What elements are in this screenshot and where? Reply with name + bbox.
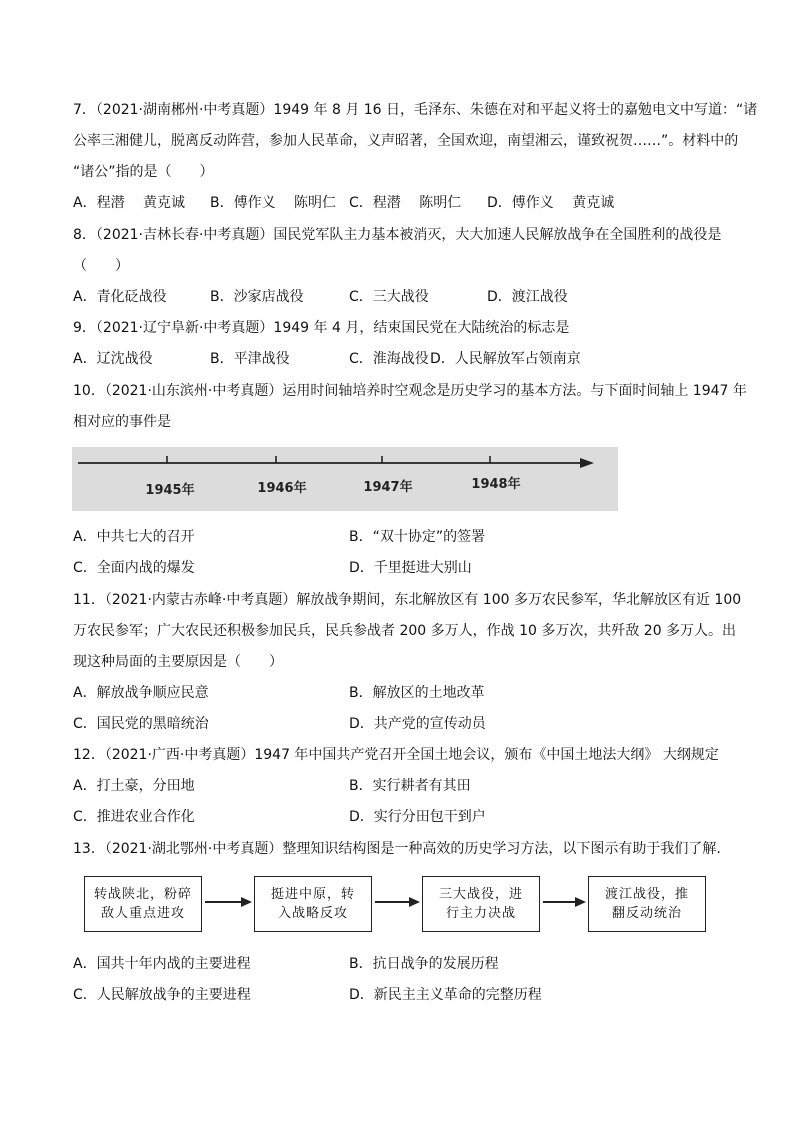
q9-stem-line-1: 9．（2021·辽宁阜新·中考真题）1949 年 4 月，结束国民党在大陆统治的标志是 [73, 320, 570, 336]
q12-option-b[interactable]: B．实行耕者有其田 [349, 778, 471, 794]
q10-option-b[interactable]: B．“双十协定”的签署 [349, 529, 486, 545]
q13-stem-line-1: 13．（2021·湖北鄂州·中考真题）整理知识结构图是一种高效的历史学习方法，以下图示有助于我们了解. [73, 841, 721, 857]
q11-option-c[interactable]: C．国民党的黑暗统治 [73, 716, 209, 732]
q12-option-d[interactable]: D．实行分田包干到户 [349, 809, 486, 825]
q13-option-c[interactable]: C．人民解放战争的主要进程 [73, 987, 251, 1003]
q8-stem-line-1: 8．（2021·吉林长春·中考真题）国民党军队主力基本被消灭，大大加速人民解放战争在全国胜利的战役是 [73, 227, 722, 243]
q9-option-a[interactable]: A．辽沈战役 [73, 351, 153, 367]
q10-stem-line-1: 10．（2021·山东滨州·中考真题）运用时间轴培养时空观念是历史学习的基本方法。与下面时间轴上 1947 年 [73, 383, 747, 399]
q10-option-a[interactable]: A．中共七大的召开 [73, 529, 195, 545]
timeline-label-1946: 1946年 [257, 481, 307, 496]
q11-option-d[interactable]: D．共产党的宣传动员 [349, 716, 486, 732]
timeline-axis [72, 447, 618, 511]
q12-stem-line-1: 12．（2021·广西·中考真题）1947 年中国共产党召开全国土地会议，颁布《中国土地法大纲》 大纲规定 [73, 747, 719, 763]
q11-stem-line-2: 万农民参军；广大农民还积极参加民兵，民兵参战者 200 多万人，作战 10 多万次，共歼敌 20 多万人。出 [73, 623, 737, 639]
q9-option-b[interactable]: B．平津战役 [210, 351, 290, 367]
timeline-figure [72, 447, 618, 511]
q10-option-c[interactable]: C．全面内战的爆发 [73, 560, 195, 576]
q7-option-b[interactable]: B．傅作义 陈明仁 [210, 195, 337, 211]
q7-option-d[interactable]: D．傅作义 黄克诚 [487, 195, 615, 211]
timeline-label-1945: 1945年 [145, 483, 195, 498]
flow-arrow-2-icon [375, 895, 421, 909]
q8-option-b[interactable]: B．沙家店战役 [210, 289, 304, 305]
timeline-label-1947: 1947年 [363, 480, 413, 495]
q7-stem-line-1: 7．（2021·湖南郴州·中考真题）1949 年 8 月 16 日，毛泽东、朱德在对和平起义将士的嘉勉电文中写道：“诸 [73, 102, 758, 118]
q13-option-a[interactable]: A．国共十年内战的主要进程 [73, 956, 251, 972]
q10-option-d[interactable]: D．千里挺进大别山 [349, 560, 472, 576]
q11-stem-line-1: 11．（2021·内蒙古赤峰·中考真题）解放战争期间，东北解放区有 100 多万农民参军，华北解放区有近 100 [73, 592, 742, 608]
q12-option-c[interactable]: C．推进农业合作化 [73, 809, 195, 825]
q9-option-d[interactable]: D．人民解放军占领南京 [430, 351, 581, 367]
q8-option-c[interactable]: C．三大战役 [349, 289, 429, 305]
q10-stem-line-2: 相对应的事件是 [73, 414, 171, 430]
flow-box-4: 渡江战役，推 翻反动统治 [588, 876, 706, 932]
q7-stem-line-3: “诸公”指的是（ ） [73, 164, 214, 180]
q8-option-a[interactable]: A．青化砭战役 [73, 289, 167, 305]
q12-option-a[interactable]: A．打土豪，分田地 [73, 778, 195, 794]
flow-box-1: 转战陕北，粉碎 敌人重点进攻 [84, 876, 202, 932]
q11-option-a[interactable]: A．解放战争顺应民意 [73, 685, 209, 701]
flow-box-3: 三大战役，进 行主力决战 [422, 876, 540, 932]
q13-option-b[interactable]: B．抗日战争的发展历程 [349, 956, 499, 972]
flow-arrow-3-icon [543, 895, 587, 909]
q11-stem-line-3: 现这种局面的主要原因是（ ） [73, 654, 283, 670]
knowledge-flow-chart [84, 873, 710, 939]
flow-arrow-1-icon [205, 895, 253, 909]
q7-stem-line-2: 公率三湘健儿，脱离反动阵营，参加人民革命，义声昭著，全国欢迎，南望湘云，谨致祝贺……”。材料中的 [73, 133, 739, 149]
q13-option-d[interactable]: D．新民主主义革命的完整历程 [349, 987, 542, 1003]
q8-option-d[interactable]: D．渡江战役 [487, 289, 568, 305]
q9-option-c[interactable]: C．淮海战役 [349, 351, 429, 367]
flow-box-2: 挺进中原，转 入战略反攻 [254, 876, 372, 932]
q7-option-c[interactable]: C．程潜 陈明仁 [349, 195, 462, 211]
timeline-label-1948: 1948年 [471, 477, 521, 492]
q8-stem-line-2: （ ） [73, 258, 129, 274]
q7-option-a[interactable]: A．程潜 黄克诚 [73, 195, 186, 211]
q11-option-b[interactable]: B．解放区的土地改革 [349, 685, 485, 701]
